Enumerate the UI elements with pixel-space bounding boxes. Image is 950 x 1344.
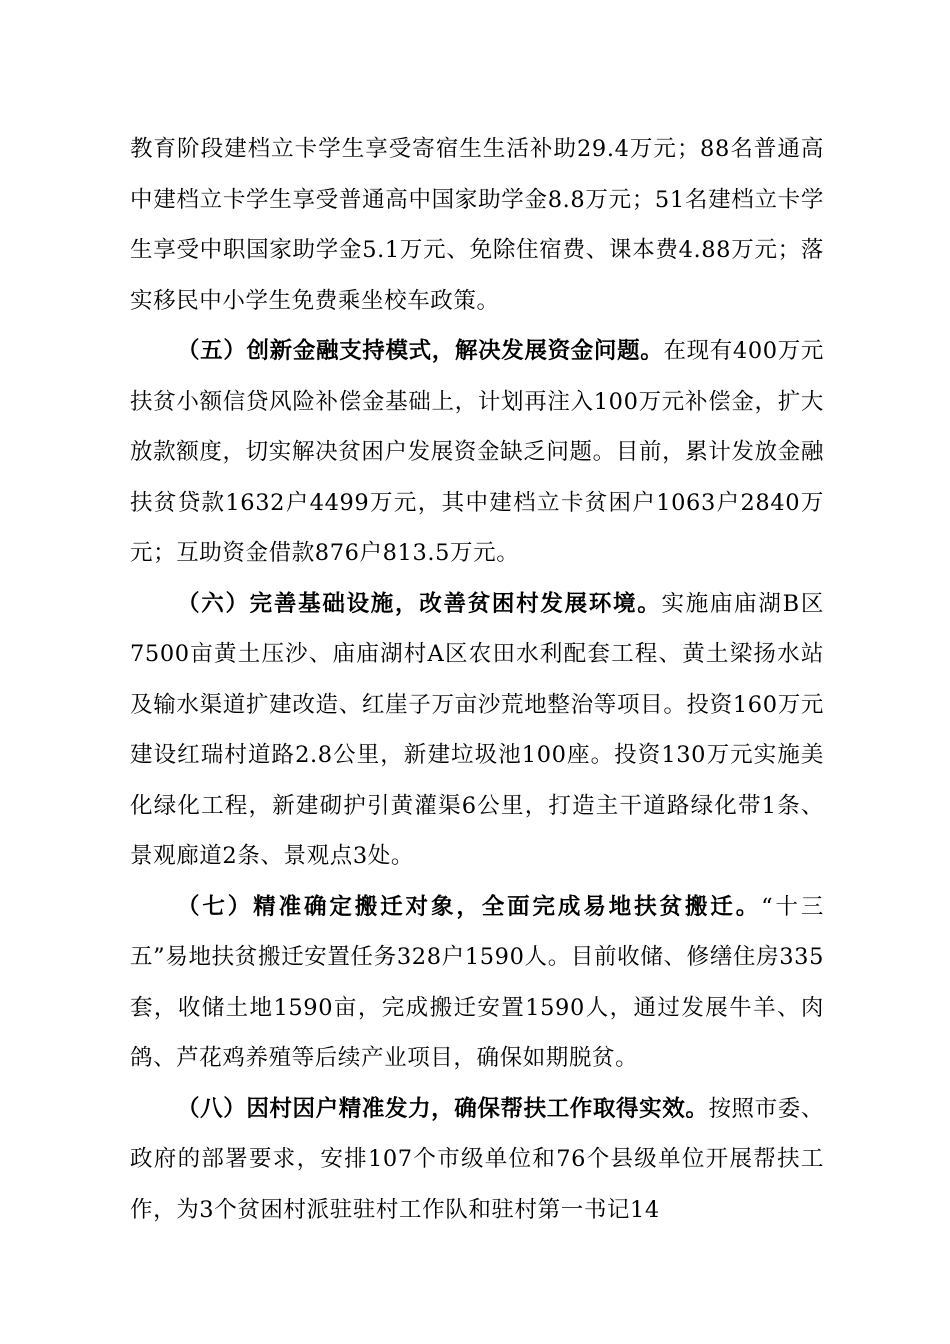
paragraph-text: 按照市委、政府的部署要求，安排107个市级单位和76个县级单位开展帮扶工作，为3个贫困村派驻驻村工作队和驻村第一书记14	[130, 1095, 824, 1223]
paragraph-section-6	[130, 579, 824, 882]
section-heading: （七）精准确定搬迁对象，全面完成易地扶贫搬迁。	[177, 893, 762, 920]
paragraph-section-8	[130, 1084, 824, 1236]
section-heading: （八）因村因户精准发力，确保帮扶工作取得实效。	[177, 1095, 709, 1122]
paragraph-section-7	[130, 882, 824, 1084]
paragraph-text: 教育阶段建档立卡学生享受寄宿生生活补助29.4万元；88名普通高中建档立卡学生享受普通高中国家助学金8.8万元；51名建档立卡学生享受中职国家助学金5.1万元、免除住宿费、课本费4.88万元；落实移民中小学生免费乘坐校车政策。	[130, 136, 824, 314]
paragraph-text: 实施庙庙湖B区7500亩黄土压沙、庙庙湖村A区农田水利配套工程、黄土梁扬水站及输水渠道扩建改造、红崖子万亩沙荒地整治等项目。投资160万元建设红瑞村道路2.8公里，新建垃圾池100座。投资130万元实施美化绿化工程，新建砌护引黄灌渠6公里，打造主干道路绿化带1条、景观廊道2条、景观点3处。	[130, 590, 824, 869]
paragraph-text: “十三五”易地扶贫搬迁安置任务328户1590人。目前收储、修缮住房335套，收储土地1590亩，完成搬迁安置1590人，通过发展牛羊、肉鸽、芦花鸡养殖等后续产业项目，确保如期脱贫。	[130, 893, 824, 1071]
paragraph-continuation	[130, 124, 824, 326]
section-heading: （六）完善基础设施，改善贫困村发展环境。	[177, 590, 662, 617]
section-heading: （五）创新金融支持模式，解决发展资金问题。	[177, 338, 664, 364]
paragraph-section-5	[130, 326, 824, 579]
paragraph-text: 在现有400万元扶贫小额信贷风险补偿金基础上，计划再注入100万元补偿金，扩大放款额度，切实解决贫困户发展资金缺乏问题。目前，累计发放金融扶贫贷款1632户4499万元，其中建档立卡贫困户1063户2840万元；互助资金借款876户813.5万元。	[130, 338, 824, 566]
